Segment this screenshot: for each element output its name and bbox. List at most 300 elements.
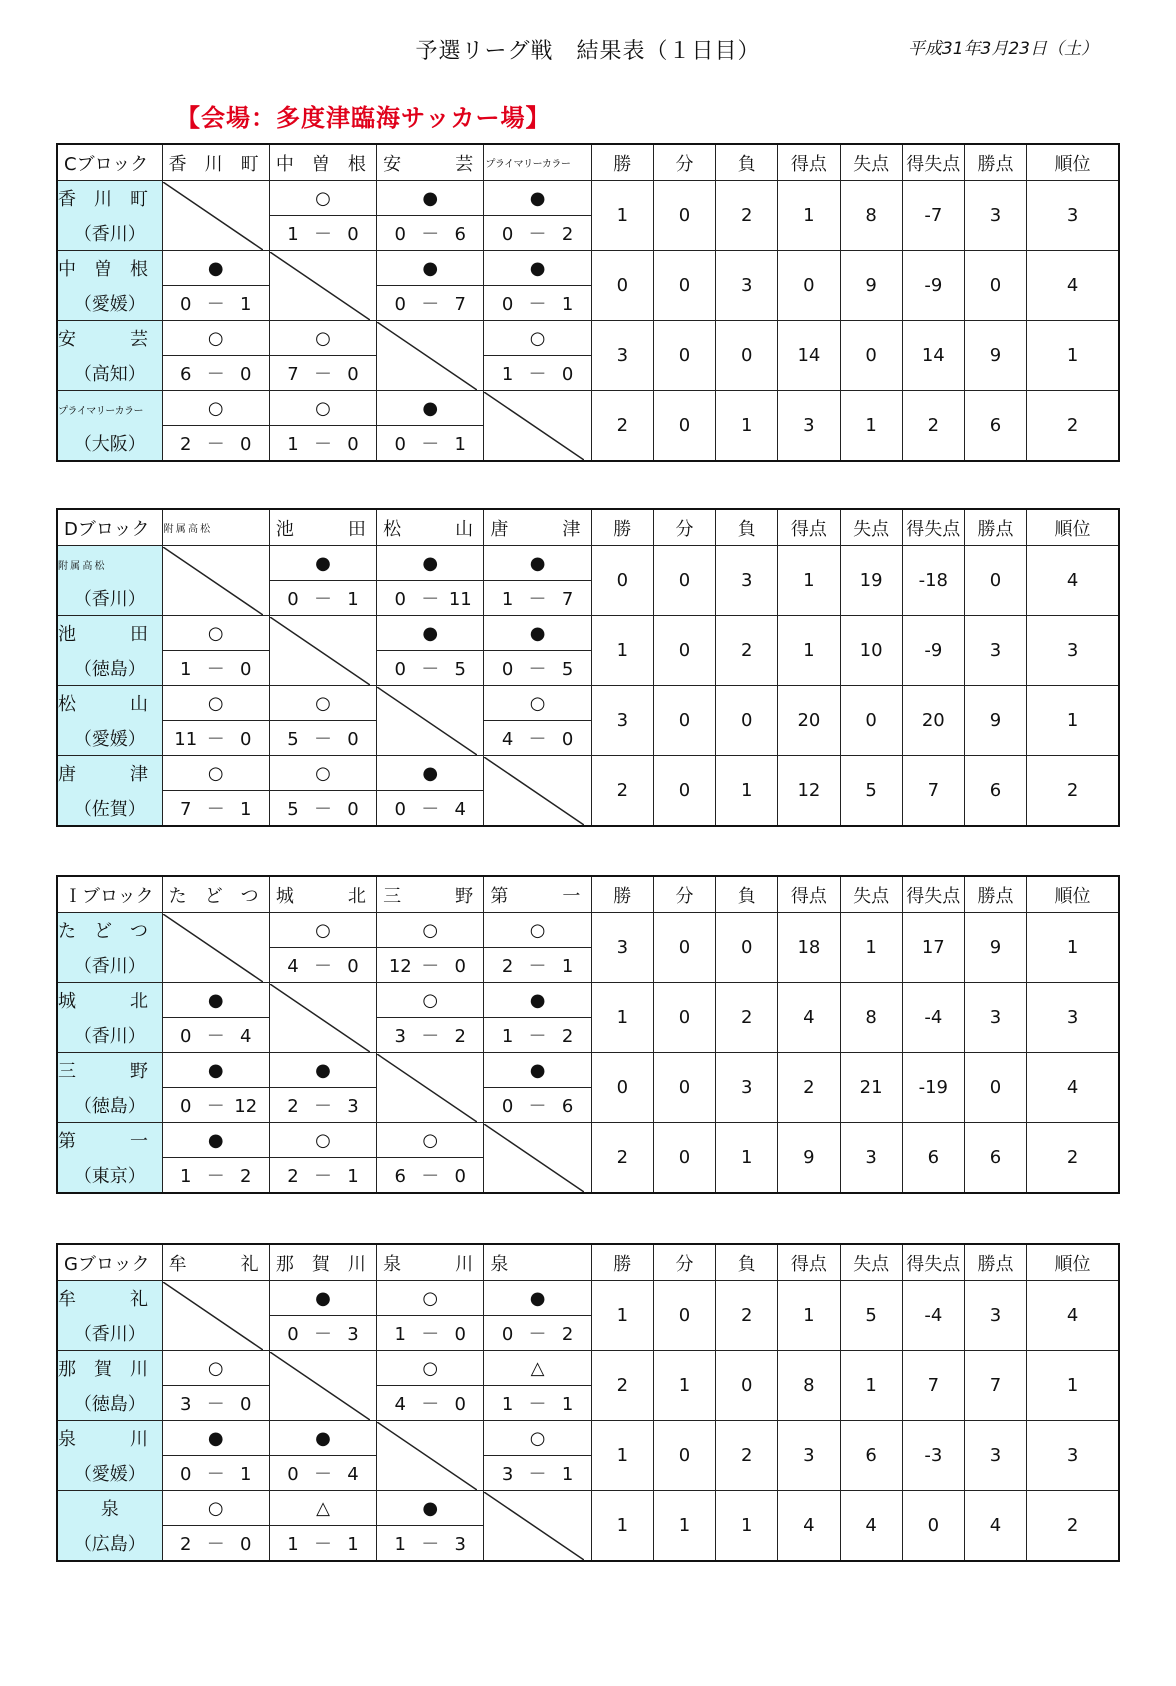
stat-header: 失点 bbox=[840, 144, 902, 181]
score-part: － bbox=[314, 1464, 333, 1485]
team-name bbox=[57, 1053, 162, 1088]
result-mark: ○ bbox=[377, 1281, 484, 1316]
team-prefecture: （愛媛） bbox=[57, 721, 162, 756]
stat-header: 得点 bbox=[778, 876, 840, 913]
team-stat: 3 bbox=[716, 1053, 778, 1123]
result-mark: ● bbox=[484, 1281, 591, 1316]
team-prefecture: （香川） bbox=[57, 948, 162, 983]
team-rank: 1 bbox=[1027, 686, 1119, 756]
score-part: － bbox=[206, 729, 225, 750]
score-part: 4 bbox=[394, 1394, 406, 1415]
diagonal-line bbox=[163, 182, 263, 250]
team-row-top bbox=[57, 686, 1119, 721]
score-part: 12 bbox=[234, 1096, 258, 1117]
team-name bbox=[57, 1123, 162, 1158]
team-rank: 4 bbox=[1027, 1053, 1119, 1123]
league-block-table bbox=[56, 508, 1120, 827]
score-part: 1 bbox=[240, 799, 252, 820]
score-part: － bbox=[314, 956, 333, 977]
score-part: － bbox=[528, 1324, 547, 1345]
result-score bbox=[162, 1018, 269, 1053]
score-part: － bbox=[314, 1324, 333, 1345]
score-part: － bbox=[528, 224, 547, 245]
score-part: 0 bbox=[394, 434, 406, 455]
score-part: 4 bbox=[347, 1464, 359, 1485]
header-row bbox=[57, 876, 1119, 913]
score-part: 11 bbox=[448, 589, 472, 610]
team-stat: 0 bbox=[964, 251, 1026, 321]
score-part: 1 bbox=[454, 434, 466, 455]
team-stat: 1 bbox=[840, 391, 902, 462]
diagonal-cell bbox=[377, 321, 484, 391]
team-prefecture: （徳島） bbox=[57, 1088, 162, 1123]
result-mark: ● bbox=[484, 1053, 591, 1088]
score-part: 2 bbox=[561, 1324, 574, 1345]
opponent-header: 池 田 bbox=[269, 509, 376, 546]
opponent-header: 唐 津 bbox=[484, 509, 591, 546]
score-part: 6 bbox=[180, 364, 192, 385]
team-stat: 1 bbox=[778, 616, 840, 686]
opponent-header: 附 属 高 松 bbox=[162, 509, 269, 546]
result-score bbox=[162, 721, 269, 756]
result-score bbox=[269, 948, 376, 983]
team-rank: 2 bbox=[1027, 756, 1119, 827]
team-stat: 6 bbox=[902, 1123, 964, 1194]
score-part: － bbox=[421, 434, 440, 455]
team-stat: 2 bbox=[591, 1123, 653, 1194]
stat-header: 順位 bbox=[1027, 1244, 1119, 1281]
stat-header: 負 bbox=[716, 1244, 778, 1281]
team-stat: 9 bbox=[964, 686, 1026, 756]
team-stat: 0 bbox=[716, 913, 778, 983]
stat-header: 勝 bbox=[591, 1244, 653, 1281]
team-rank: 2 bbox=[1027, 1123, 1119, 1194]
team-stat: -4 bbox=[902, 1281, 964, 1351]
team-stat: 20 bbox=[902, 686, 964, 756]
result-score bbox=[269, 581, 376, 616]
stat-header: 得点 bbox=[778, 144, 840, 181]
match-date: 平成31年3月23日（土） bbox=[907, 39, 1098, 59]
team-stat: 1 bbox=[840, 913, 902, 983]
result-mark: ● bbox=[162, 1123, 269, 1158]
score-part: 0 bbox=[347, 956, 359, 977]
result-score bbox=[269, 1158, 376, 1194]
team-prefecture: （香川） bbox=[57, 216, 162, 251]
team-stat: 19 bbox=[840, 546, 902, 616]
team-stat: 2 bbox=[716, 1421, 778, 1491]
block-label: Gブロック bbox=[57, 1244, 162, 1281]
score-part: － bbox=[528, 1096, 547, 1117]
result-mark: ● bbox=[484, 546, 591, 581]
team-name bbox=[57, 546, 162, 581]
header-row bbox=[57, 1244, 1119, 1281]
score-part: 0 bbox=[454, 956, 466, 977]
score-part: 1 bbox=[501, 589, 514, 610]
score-part: 0 bbox=[240, 364, 252, 385]
team-row-top bbox=[57, 1491, 1119, 1526]
opponent-header: 松 山 bbox=[377, 509, 484, 546]
team-stat: 2 bbox=[716, 616, 778, 686]
team-stat: 7 bbox=[902, 1351, 964, 1421]
diagonal-line bbox=[377, 1054, 477, 1122]
diagonal-line bbox=[270, 617, 370, 685]
score-part: 0 bbox=[180, 1464, 192, 1485]
result-score bbox=[162, 1456, 269, 1491]
team-stat: 1 bbox=[591, 616, 653, 686]
team-row-top bbox=[57, 181, 1119, 216]
score-part: 11 bbox=[174, 729, 198, 750]
score-part: 1 bbox=[561, 294, 574, 315]
score-part: － bbox=[314, 1166, 333, 1187]
score-part: 0 bbox=[501, 294, 514, 315]
team-rank: 1 bbox=[1027, 1351, 1119, 1421]
result-mark: ○ bbox=[484, 1421, 591, 1456]
score-part: 1 bbox=[501, 1394, 514, 1415]
result-mark: ● bbox=[377, 546, 484, 581]
result-score bbox=[484, 1316, 591, 1351]
diagonal-cell bbox=[162, 546, 269, 616]
result-mark: ● bbox=[377, 391, 484, 426]
result-mark: ● bbox=[484, 181, 591, 216]
score-part: 0 bbox=[347, 364, 359, 385]
diagonal-line bbox=[484, 392, 584, 460]
team-stat: 4 bbox=[840, 1491, 902, 1562]
team-name bbox=[57, 616, 162, 651]
team-stat: 0 bbox=[591, 546, 653, 616]
team-stat: 3 bbox=[591, 913, 653, 983]
result-mark: ○ bbox=[162, 391, 269, 426]
team-name-text: 城 北 bbox=[58, 991, 148, 1013]
stat-header: 得失点 bbox=[902, 1244, 964, 1281]
stat-header: 順位 bbox=[1027, 876, 1119, 913]
score-part: － bbox=[528, 1464, 547, 1485]
score-part: － bbox=[206, 659, 225, 680]
stat-header: 失点 bbox=[840, 509, 902, 546]
score-part: － bbox=[528, 659, 547, 680]
team-stat: 9 bbox=[964, 321, 1026, 391]
team-name-text: 香 川 町 bbox=[58, 189, 148, 211]
team-stat: 8 bbox=[778, 1351, 840, 1421]
header-row bbox=[57, 144, 1119, 181]
diagonal-cell bbox=[269, 251, 376, 321]
result-score bbox=[377, 651, 484, 686]
score-part: － bbox=[421, 1026, 440, 1047]
team-stat: 3 bbox=[778, 391, 840, 462]
result-score bbox=[484, 1386, 591, 1421]
stat-header: 分 bbox=[653, 509, 715, 546]
score-part: 0 bbox=[454, 1394, 466, 1415]
team-rank: 2 bbox=[1027, 391, 1119, 462]
team-name-text: プライマリーカラー bbox=[58, 405, 143, 417]
score-part: － bbox=[421, 1534, 440, 1555]
diagonal-cell bbox=[484, 756, 591, 827]
score-part: 1 bbox=[394, 1324, 406, 1345]
diagonal-line bbox=[163, 547, 263, 615]
team-row-top bbox=[57, 983, 1119, 1018]
result-score bbox=[269, 1088, 376, 1123]
team-rank: 3 bbox=[1027, 181, 1119, 251]
score-part: 2 bbox=[240, 1166, 252, 1187]
team-stat: 0 bbox=[778, 251, 840, 321]
team-row-top bbox=[57, 1351, 1119, 1386]
team-name bbox=[57, 321, 162, 356]
opponent-header: 三 野 bbox=[377, 876, 484, 913]
score-part: 1 bbox=[561, 956, 574, 977]
team-stat: 6 bbox=[840, 1421, 902, 1491]
team-rank: 3 bbox=[1027, 616, 1119, 686]
team-stat: 3 bbox=[591, 686, 653, 756]
result-mark: ○ bbox=[377, 1351, 484, 1386]
stat-header: 勝点 bbox=[964, 1244, 1026, 1281]
team-stat: 0 bbox=[653, 321, 715, 391]
score-part: － bbox=[206, 1166, 225, 1187]
score-part: 0 bbox=[347, 434, 359, 455]
block-label: Ｉブロック bbox=[57, 876, 162, 913]
score-part: 6 bbox=[394, 1166, 406, 1187]
opponent-header: 牟 礼 bbox=[162, 1244, 269, 1281]
team-stat: 3 bbox=[964, 1281, 1026, 1351]
team-stat: -18 bbox=[902, 546, 964, 616]
team-rank: 4 bbox=[1027, 1281, 1119, 1351]
score-part: 1 bbox=[347, 589, 359, 610]
diagonal-cell bbox=[484, 1123, 591, 1194]
result-score bbox=[162, 1088, 269, 1123]
result-mark: ● bbox=[377, 181, 484, 216]
score-part: － bbox=[206, 1534, 225, 1555]
team-stat: 9 bbox=[964, 913, 1026, 983]
diagonal-line bbox=[377, 687, 477, 755]
team-stat: 5 bbox=[840, 1281, 902, 1351]
score-part: 7 bbox=[454, 294, 466, 315]
team-row-top bbox=[57, 1123, 1119, 1158]
team-name-text: 池 田 bbox=[58, 624, 148, 646]
opponent-header: 中 曽 根 bbox=[269, 144, 376, 181]
score-part: 0 bbox=[454, 1166, 466, 1187]
diagonal-line bbox=[484, 1124, 584, 1192]
result-score bbox=[162, 791, 269, 827]
team-prefecture: （香川） bbox=[57, 1018, 162, 1053]
score-part: 2 bbox=[287, 1096, 299, 1117]
team-stat: 3 bbox=[964, 181, 1026, 251]
team-stat: 7 bbox=[902, 756, 964, 827]
result-mark: ● bbox=[484, 983, 591, 1018]
stat-header: 失点 bbox=[840, 876, 902, 913]
score-part: 1 bbox=[240, 294, 252, 315]
team-stat: 6 bbox=[964, 391, 1026, 462]
team-name-text: 第 一 bbox=[58, 1131, 148, 1153]
team-stat: 5 bbox=[840, 756, 902, 827]
stat-header: 負 bbox=[716, 144, 778, 181]
score-part: 0 bbox=[501, 659, 514, 680]
score-part: 7 bbox=[287, 364, 299, 385]
team-stat: 1 bbox=[778, 546, 840, 616]
score-part: 0 bbox=[240, 1394, 252, 1415]
team-stat: 0 bbox=[840, 686, 902, 756]
result-mark: ● bbox=[377, 251, 484, 286]
diagonal-line bbox=[377, 1422, 477, 1490]
score-part: 2 bbox=[180, 434, 192, 455]
diagonal-cell bbox=[162, 913, 269, 983]
team-stat: 3 bbox=[964, 983, 1026, 1053]
result-score bbox=[484, 581, 591, 616]
team-stat: 1 bbox=[591, 983, 653, 1053]
result-mark: ○ bbox=[162, 321, 269, 356]
team-stat: 17 bbox=[902, 913, 964, 983]
diagonal-line bbox=[484, 1492, 584, 1560]
team-stat: 1 bbox=[778, 181, 840, 251]
block-label: Cブロック bbox=[57, 144, 162, 181]
team-stat: 1 bbox=[716, 1491, 778, 1562]
team-row-top bbox=[57, 616, 1119, 651]
result-mark: ● bbox=[377, 1491, 484, 1526]
score-part: － bbox=[314, 799, 333, 820]
result-score bbox=[162, 286, 269, 321]
diagonal-cell bbox=[484, 1491, 591, 1562]
result-mark: ● bbox=[162, 983, 269, 1018]
result-mark: △ bbox=[269, 1491, 376, 1526]
result-score bbox=[484, 356, 591, 391]
score-part: 1 bbox=[287, 434, 299, 455]
block-label: Dブロック bbox=[57, 509, 162, 546]
score-part: 0 bbox=[180, 294, 192, 315]
score-part: 7 bbox=[561, 589, 574, 610]
team-name-text: 安 芸 bbox=[58, 329, 148, 351]
result-score bbox=[484, 216, 591, 251]
team-name-text: 唐 津 bbox=[58, 764, 148, 786]
team-name bbox=[57, 756, 162, 791]
result-mark: ● bbox=[269, 546, 376, 581]
score-part: － bbox=[206, 1464, 225, 1485]
team-row-top bbox=[57, 391, 1119, 426]
team-stat: 0 bbox=[840, 321, 902, 391]
result-score bbox=[484, 286, 591, 321]
result-mark: ● bbox=[269, 1281, 376, 1316]
team-name bbox=[57, 1421, 162, 1456]
team-prefecture: （香川） bbox=[57, 1316, 162, 1351]
diagonal-line bbox=[270, 1352, 370, 1420]
score-part: 5 bbox=[287, 799, 299, 820]
team-stat: 1 bbox=[716, 1123, 778, 1194]
diagonal-line bbox=[270, 984, 370, 1052]
opponent-header: 那 賀 川 bbox=[269, 1244, 376, 1281]
team-stat: 3 bbox=[964, 1421, 1026, 1491]
team-stat: 10 bbox=[840, 616, 902, 686]
team-stat: 3 bbox=[716, 546, 778, 616]
score-part: 1 bbox=[287, 1534, 299, 1555]
team-name-text: 松 山 bbox=[58, 694, 148, 716]
team-stat: 6 bbox=[964, 756, 1026, 827]
team-stat: 1 bbox=[716, 391, 778, 462]
score-part: － bbox=[421, 1394, 440, 1415]
result-score bbox=[377, 1158, 484, 1194]
stat-header: 得失点 bbox=[902, 876, 964, 913]
result-mark: ○ bbox=[162, 616, 269, 651]
team-stat: 2 bbox=[902, 391, 964, 462]
result-score bbox=[162, 426, 269, 462]
score-part: 0 bbox=[394, 799, 406, 820]
stat-header: 得失点 bbox=[902, 509, 964, 546]
score-part: 0 bbox=[287, 1324, 299, 1345]
team-name-text: 泉 川 bbox=[58, 1429, 148, 1451]
score-part: 6 bbox=[454, 224, 466, 245]
score-part: － bbox=[421, 799, 440, 820]
result-mark: ● bbox=[269, 1421, 376, 1456]
score-part: 0 bbox=[561, 729, 574, 750]
score-part: 1 bbox=[287, 224, 299, 245]
score-part: 7 bbox=[180, 799, 192, 820]
score-part: － bbox=[421, 589, 440, 610]
result-mark: ○ bbox=[269, 321, 376, 356]
result-mark: ● bbox=[484, 251, 591, 286]
diagonal-line bbox=[377, 322, 477, 390]
team-stat: 20 bbox=[778, 686, 840, 756]
team-stat: 0 bbox=[653, 251, 715, 321]
team-stat: 21 bbox=[840, 1053, 902, 1123]
score-part: 0 bbox=[180, 1026, 192, 1047]
score-part: 1 bbox=[394, 1534, 406, 1555]
team-stat: 9 bbox=[840, 251, 902, 321]
team-stat: 0 bbox=[653, 1281, 715, 1351]
score-part: 3 bbox=[454, 1534, 466, 1555]
score-part: 1 bbox=[180, 1166, 192, 1187]
score-part: － bbox=[206, 364, 225, 385]
score-part: 1 bbox=[561, 1464, 574, 1485]
score-part: 2 bbox=[287, 1166, 299, 1187]
score-part: － bbox=[421, 1166, 440, 1187]
team-stat: 3 bbox=[964, 616, 1026, 686]
league-block-table bbox=[56, 1243, 1120, 1562]
team-stat: 1 bbox=[591, 1421, 653, 1491]
stat-header: 分 bbox=[653, 1244, 715, 1281]
score-part: 0 bbox=[180, 1096, 192, 1117]
team-stat: 3 bbox=[840, 1123, 902, 1194]
result-score bbox=[484, 948, 591, 983]
team-stat: 0 bbox=[653, 756, 715, 827]
team-stat: 0 bbox=[653, 181, 715, 251]
score-part: － bbox=[314, 729, 333, 750]
team-stat: 3 bbox=[591, 321, 653, 391]
result-score bbox=[269, 216, 376, 251]
stat-header: 分 bbox=[653, 144, 715, 181]
diagonal-cell bbox=[377, 1421, 484, 1491]
score-part: 2 bbox=[561, 224, 574, 245]
team-stat: 0 bbox=[591, 1053, 653, 1123]
team-name-text: 泉 bbox=[100, 1499, 119, 1521]
score-part: 2 bbox=[180, 1534, 192, 1555]
team-stat: 0 bbox=[653, 616, 715, 686]
team-name bbox=[57, 1351, 162, 1386]
score-part: 0 bbox=[394, 224, 406, 245]
team-stat: 0 bbox=[653, 1123, 715, 1194]
team-prefecture: （徳島） bbox=[57, 651, 162, 686]
team-stat: 0 bbox=[716, 1351, 778, 1421]
team-stat: 2 bbox=[716, 1281, 778, 1351]
team-stat: 14 bbox=[902, 321, 964, 391]
score-part: 1 bbox=[240, 1464, 252, 1485]
result-score bbox=[269, 426, 376, 462]
score-part: － bbox=[528, 589, 547, 610]
result-score bbox=[377, 1526, 484, 1562]
score-part: 6 bbox=[561, 1096, 574, 1117]
team-row-top bbox=[57, 321, 1119, 356]
team-prefecture: （高知） bbox=[57, 356, 162, 391]
team-stat: 0 bbox=[653, 983, 715, 1053]
league-block-table bbox=[56, 875, 1120, 1194]
result-score bbox=[269, 721, 376, 756]
team-rank: 4 bbox=[1027, 546, 1119, 616]
team-stat: 1 bbox=[591, 1281, 653, 1351]
result-score bbox=[162, 1526, 269, 1562]
